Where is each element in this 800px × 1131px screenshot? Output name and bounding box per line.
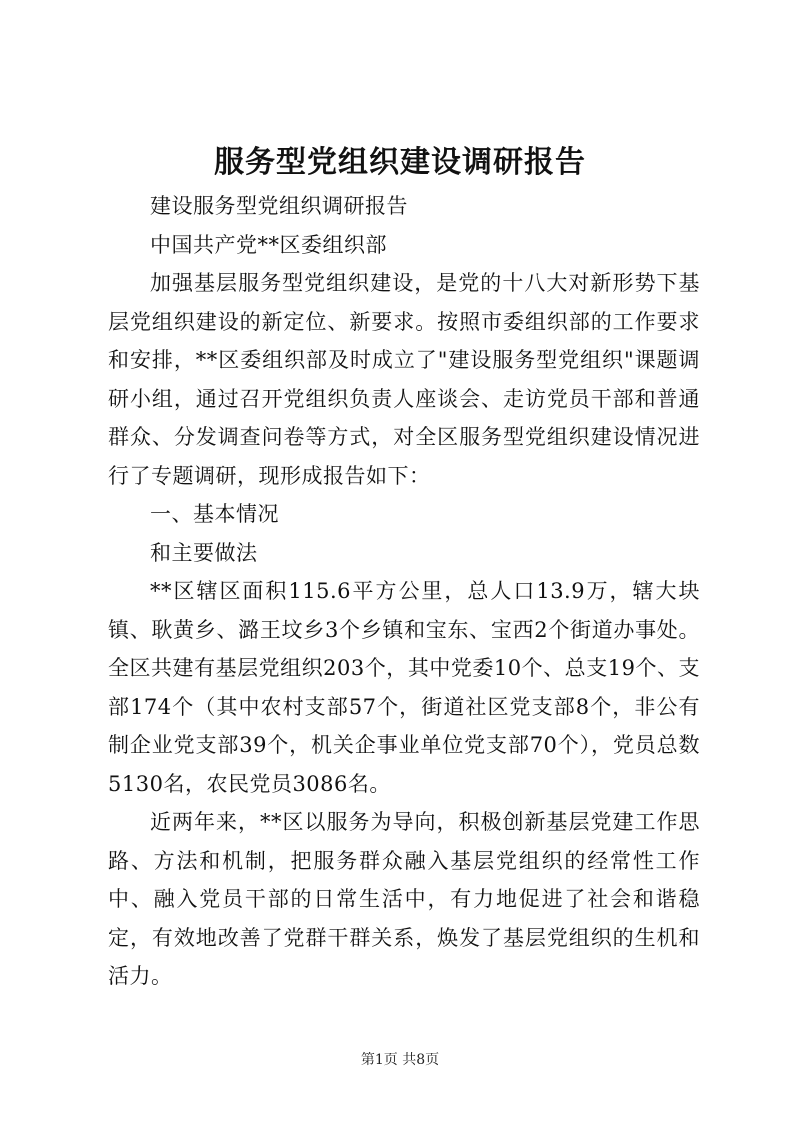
subtitle-paragraph: 建设服务型党组织调研报告	[150, 194, 408, 218]
document-body	[108, 187, 700, 996]
intro-paragraph: 加强基层服务型党组织建设，是党的十八大对新形势下基层党组织建设的新定位、新要求。按照市委组织部的工作要求和安排，**区委组织部及时成立了"建设服务型党组织"课题调研小组，通过召开党组织负责人座谈会、走访党员干部和普通群众、分发调查问卷等方式，对全区服务型党组织建设情况进行了专题调研，现形成报告如下：	[108, 271, 700, 488]
practice-paragraph: 近两年来，**区以服务为导向，积极创新基层党建工作思路、方法和机制，把服务群众融入基层党组织的经常性工作中、融入党员干部的日常生活中，有力地促进了社会和谐稳定，有效地改善了党群干群关系，焕发了基层党组织的生机和活力。	[108, 810, 700, 988]
section-heading-continued: 和主要做法	[150, 540, 258, 565]
section-heading: 一、基本情况	[150, 502, 279, 526]
author-paragraph: 中国共产党**区委组织部	[150, 232, 387, 257]
page-footer: 第1页 共8页	[360, 1052, 440, 1068]
document-title: 服务型党组织建设调研报告	[214, 145, 586, 180]
overview-paragraph: **区辖区面积115.6平方公里，总人口13.9万，辖大块镇、耿黄乡、潞王坟乡3个乡镇和宝东、宝西2个街道办事处。全区共建有基层党组织203个，其中党委10个、总支19个、支部174个（其中农村支部57个，街道社区党支部8个，非公有制企业党支部39个，机关企事业单位党支部70个），党员总数5130名，农民党员3086名。	[108, 579, 700, 796]
